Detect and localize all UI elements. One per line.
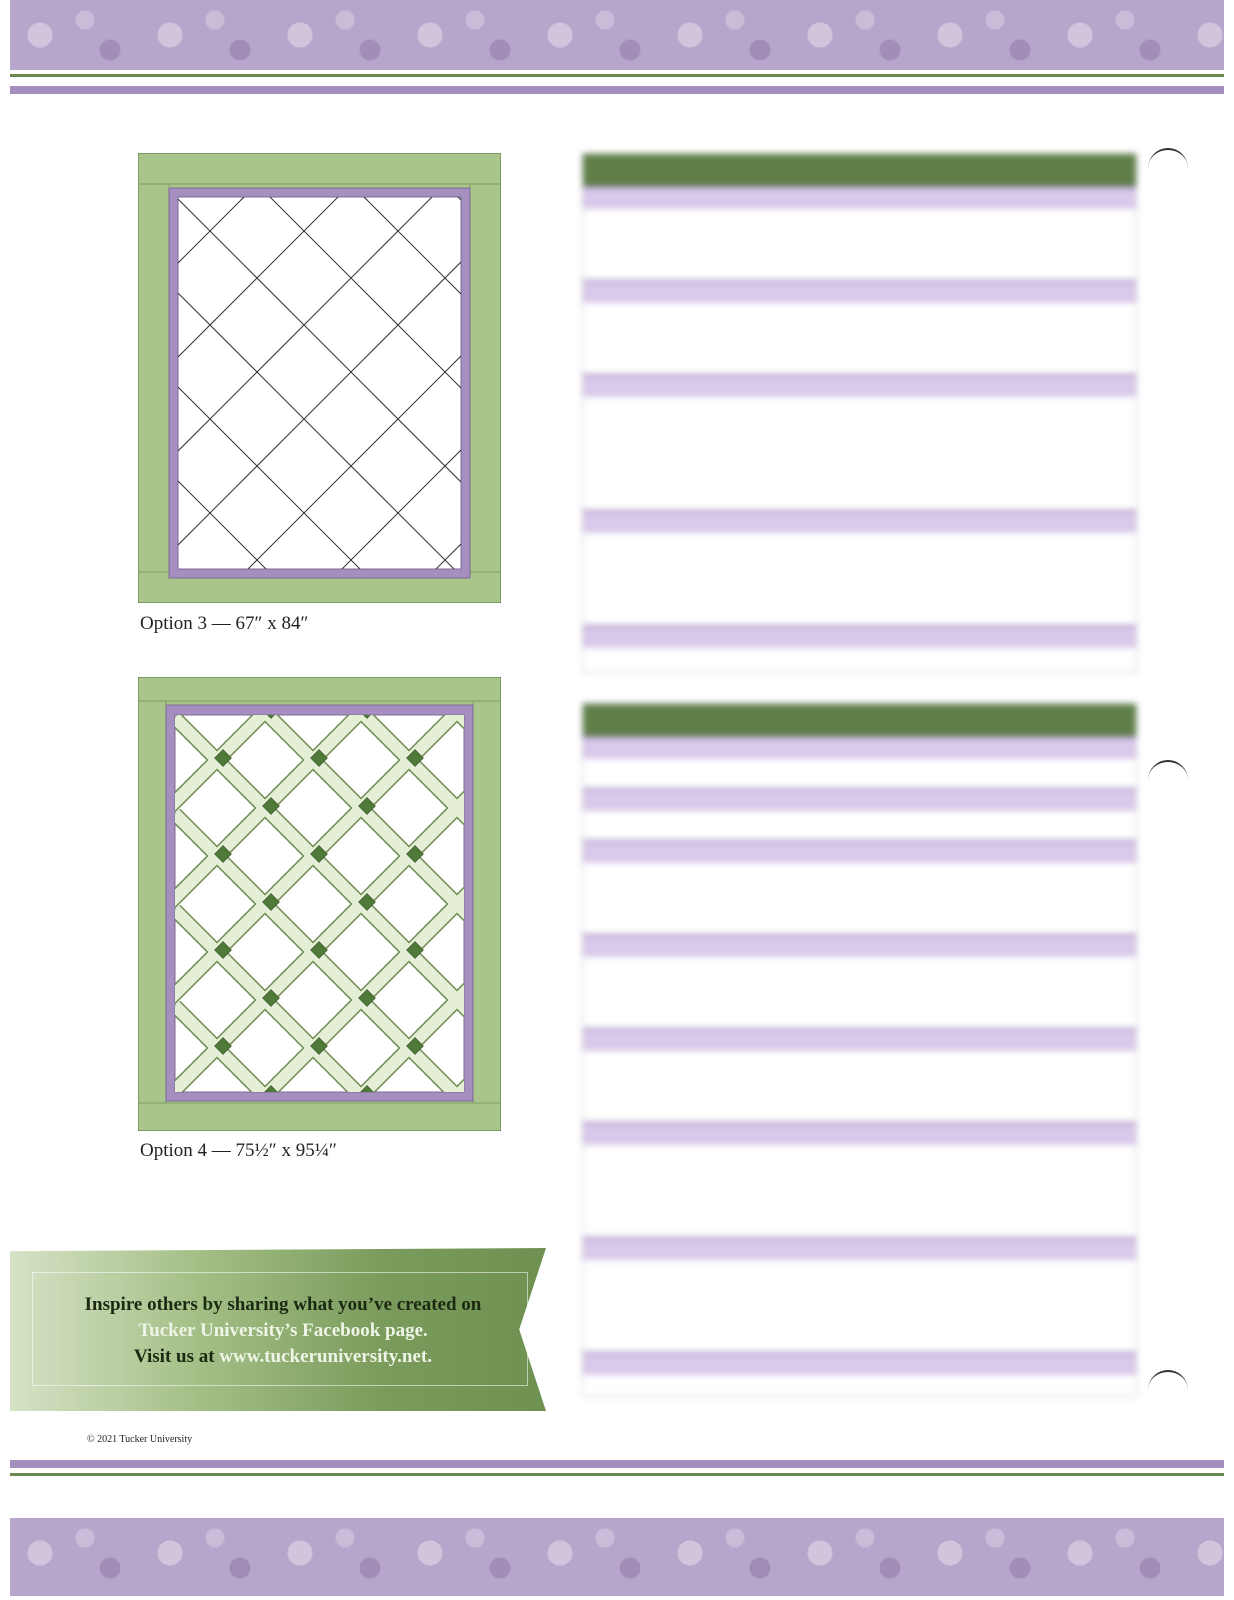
chart-section-header	[583, 1122, 1136, 1145]
bottom-green-line	[10, 1473, 1224, 1476]
chart-section-body	[583, 863, 1136, 934]
chart-section-header	[583, 1028, 1136, 1051]
cutting-chart-option-3	[582, 153, 1137, 673]
option-4-quilt-diagram	[138, 677, 501, 1131]
chart-section-header	[583, 186, 1136, 209]
chart-section-header	[583, 1237, 1136, 1260]
facebook-page-link[interactable]: Tucker University’s Facebook page.	[138, 1320, 428, 1341]
chart-section-header	[583, 1352, 1136, 1375]
promo-line-3	[0, 1344, 566, 1370]
bottom-lavender-bar	[10, 1460, 1224, 1468]
promo-visit-label: Visit us at	[133, 1346, 220, 1367]
chart-section-header	[583, 510, 1136, 533]
binder-punch-mark	[1148, 760, 1188, 792]
cutting-chart-option-4	[582, 703, 1137, 1397]
promo-message	[0, 1292, 566, 1370]
chart-section-body	[583, 648, 1136, 677]
chart-section-body	[583, 759, 1136, 788]
option-3-quilt-diagram	[138, 153, 501, 603]
decorative-bottom-band	[10, 1518, 1224, 1596]
top-green-line	[10, 74, 1224, 77]
chart-section-body	[583, 397, 1136, 510]
chart-section-header	[583, 374, 1136, 397]
chart-section-body	[583, 303, 1136, 374]
chart-section-header	[583, 280, 1136, 303]
chart-section-body	[583, 957, 1136, 1028]
chart-section-body	[583, 533, 1136, 625]
chart-title-bar	[583, 154, 1136, 186]
chart-section-header	[583, 736, 1136, 759]
chart-section-header	[583, 625, 1136, 648]
decorative-top-band	[10, 0, 1224, 70]
top-lavender-bar	[10, 86, 1224, 94]
option-3-caption: Option 3 — 67″ x 84″	[140, 613, 309, 634]
chart-section-body	[583, 811, 1136, 840]
website-link[interactable]: www.tuckeruniversity.net.	[219, 1346, 433, 1367]
copyright-notice: © 2021 Tucker University	[87, 1434, 193, 1445]
chart-section-body	[583, 1051, 1136, 1122]
chart-section-header	[583, 934, 1136, 957]
option-4-caption: Option 4 — 75½″ x 95¼″	[140, 1140, 337, 1161]
binder-punch-mark	[1148, 148, 1188, 180]
chart-section-header	[583, 788, 1136, 811]
chart-title-bar	[583, 704, 1136, 736]
chart-section-body	[583, 209, 1136, 280]
promo-line-1: Inspire others by sharing what you’ve created on	[84, 1294, 482, 1315]
chart-section-header	[583, 840, 1136, 863]
chart-section-body	[583, 1375, 1136, 1404]
chart-section-body	[583, 1260, 1136, 1352]
chart-section-body	[583, 1145, 1136, 1237]
binder-punch-mark	[1148, 1370, 1188, 1402]
